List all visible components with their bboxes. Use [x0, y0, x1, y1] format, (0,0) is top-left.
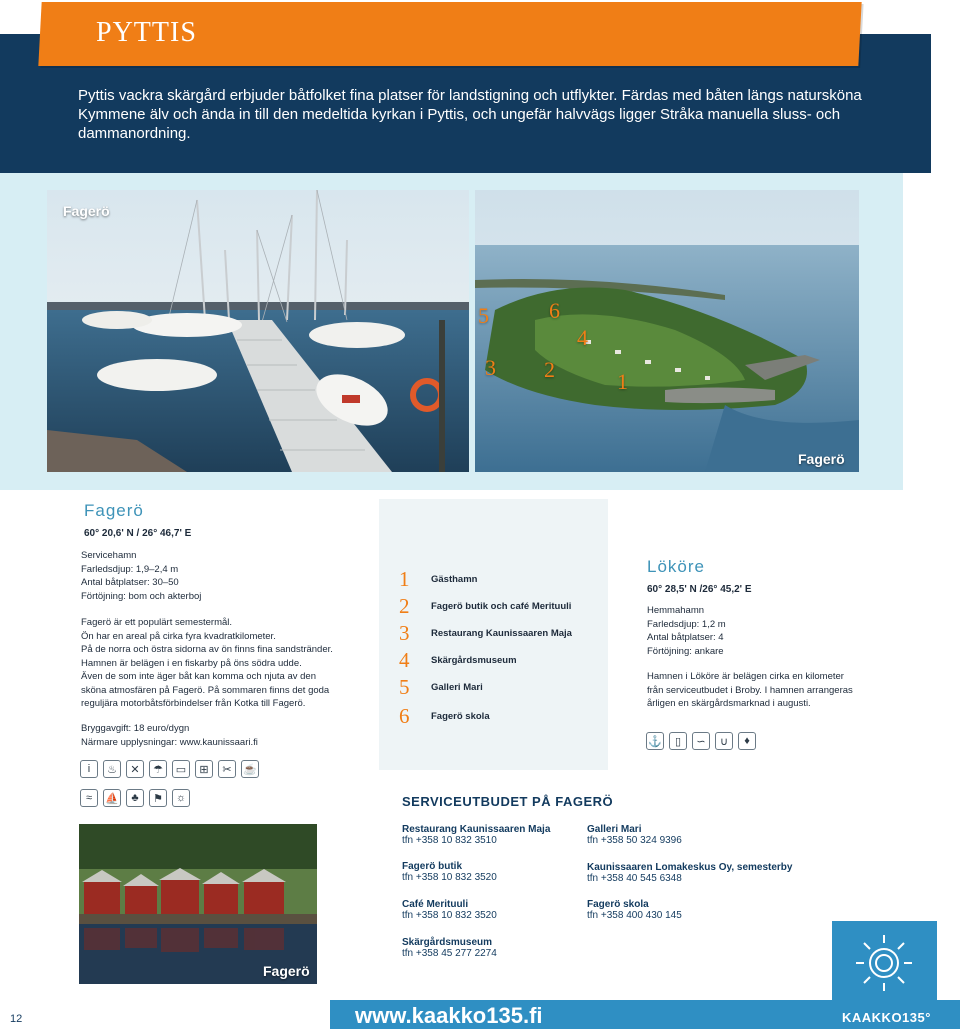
service-entry: [402, 937, 497, 959]
service-entry: [402, 824, 550, 846]
trash-icon: ∪: [715, 732, 733, 750]
footer-left-area: [0, 1000, 330, 1029]
sun-logo-icon: [832, 921, 937, 1011]
description-line: reguljära motorbåtsförbindelser från Kotka till Fagerö.: [81, 698, 306, 709]
info-icon: i: [80, 760, 98, 778]
boathouse-photo-caption: Fagerö: [263, 963, 310, 979]
lokore-coords: 60° 28,5' N /26° 45,2' E: [647, 584, 752, 595]
fire-icon: ♦: [738, 732, 756, 750]
fagero-icons-row2: [80, 789, 190, 807]
spec-line: Förtöjning: ankare: [647, 645, 724, 657]
service-entry: [402, 899, 497, 921]
description-line: Ön har en areal på cirka fyra kvadratkilometer.: [81, 630, 276, 642]
legend-number: 6: [399, 704, 410, 728]
service-entry: [587, 862, 792, 884]
laundry-icon: ▭: [172, 760, 190, 778]
shower-icon: ☂: [149, 760, 167, 778]
aerial-marker-1: 1: [617, 369, 628, 394]
service-phone: tfn +358 40 545 6348: [587, 873, 682, 884]
lokore-specs: [647, 604, 726, 658]
fish-icon: ≈: [80, 789, 98, 807]
legend-item: [399, 648, 517, 673]
legend-label: Skärgårdsmuseum: [431, 655, 517, 666]
legend-number: 4: [399, 648, 410, 672]
spec-line: Farledsdjup: 1,9–2,4 m: [81, 563, 179, 575]
aerial-marker-2: 2: [544, 357, 555, 382]
swimming-icon: ∽: [692, 732, 710, 750]
legend-item: [399, 594, 571, 619]
aerial-marker-4: 4: [577, 325, 588, 350]
aerial-marker-3: 3: [485, 355, 496, 380]
fagero-fees: [81, 722, 258, 749]
aerial-photo-caption: Fagerö: [798, 451, 845, 467]
drinking-water-icon: ▯: [669, 732, 687, 750]
aerial-marker-6: 6: [549, 298, 560, 323]
description-line: På de norra och östra sidorna av ön finns fina sandstränder.: [81, 644, 333, 655]
fagero-icons-row1: [80, 760, 259, 778]
legend-number: 5: [399, 675, 410, 699]
cafe-icon: ☕: [241, 760, 259, 778]
spec-line: Hemmahamn: [647, 605, 705, 616]
fee-line: Närmare upplysningar: www.kaunissaari.fi: [81, 736, 258, 748]
page-title: PYTTIS: [96, 17, 197, 48]
services-title: SERVICEUTBUDET PÅ FAGERÖ: [402, 794, 614, 809]
description-line: sköna atmosfären på Fagerö. På sommaren finns det goda: [81, 684, 330, 696]
aerial-marker-5: 5: [478, 303, 489, 328]
intro-text: Pyttis vackra skärgård erbjuder båtfolket fina platser för landstigning och utflykter. Färdas med båten längs natursköna Kymmene älv och ända in till den medeltida kyrkan i Pyttis, och ungefär halvvägs ligger Stråka manuella sluss- och dammanordning.: [78, 87, 862, 142]
legend-number: 2: [399, 594, 410, 618]
fagero-specs: [81, 549, 201, 603]
service-name: Kaunissaaren Lomakeskus Oy, semesterby: [587, 862, 793, 873]
hiking-icon: ⚑: [149, 789, 167, 807]
fagero-heading: Fagerö: [84, 501, 144, 520]
spec-line: Antal båtplatser: 4: [647, 632, 724, 643]
logo-text: KAAKKO135°: [842, 1010, 931, 1025]
legend-label: Fagerö skola: [431, 711, 490, 722]
lokore-description: [647, 670, 853, 711]
legend-label: Galleri Mari: [431, 682, 483, 693]
service-name: Skärgårdsmuseum: [402, 937, 493, 948]
service-phone: tfn +358 10 832 3520: [402, 872, 497, 883]
service-phone: tfn +358 10 832 3510: [402, 835, 497, 846]
toilet-icon: ✕: [126, 760, 144, 778]
shop-icon: ⊞: [195, 760, 213, 778]
restaurant-icon: ✂: [218, 760, 236, 778]
legend-item: [399, 675, 483, 700]
description-line: Fagerö är ett populärt semestermål.: [81, 617, 233, 628]
legend-item: [399, 621, 572, 646]
service-entry: [587, 899, 682, 921]
spec-line: Servicehamn: [81, 550, 137, 561]
lokore-heading: Lököre: [647, 557, 705, 576]
lokore-icons: [646, 732, 756, 750]
description-line: Hamnen i Lököre är belägen cirka en kilometer: [647, 671, 844, 682]
marina-photo-caption: Fagerö: [63, 203, 110, 219]
marina-photo: [47, 190, 469, 472]
fagero-description: [81, 616, 333, 711]
description-line: från serviceutbudet i Broby. I hamnen arrangeras: [647, 684, 853, 696]
legend-number: 3: [399, 621, 410, 645]
service-phone: tfn +358 400 430 145: [587, 910, 682, 921]
page-number: 12: [10, 1013, 23, 1025]
legend-label: Gästhamn: [431, 574, 478, 585]
service-name: Café Merituuli: [402, 899, 469, 910]
legend-label: Fagerö butik och café Merituuli: [431, 601, 572, 612]
legend-number: 1: [399, 567, 410, 591]
legend-item: [399, 567, 477, 592]
anchor-icon: ⚓: [646, 732, 664, 750]
service-phone: tfn +358 50 324 9396: [587, 835, 682, 846]
spec-line: Farledsdjup: 1,2 m: [647, 618, 726, 630]
description-line: årligen en skärgårdsmarknad i augusti.: [647, 698, 811, 709]
service-phone: tfn +358 10 832 3520: [402, 910, 497, 921]
fagero-coords: 60° 20,6' N / 26° 46,7' E: [84, 528, 192, 539]
aerial-photo: [475, 190, 859, 472]
legend-label: Restaurang Kaunissaaren Maja: [431, 628, 572, 639]
description-line: Även de som inte äger båt kan komma och njuta av den: [81, 671, 316, 682]
boat-icon: ⛵: [103, 789, 121, 807]
service-entry: [402, 861, 497, 883]
spec-line: Antal båtplatser: 30–50: [81, 577, 179, 588]
service-name: Restaurang Kaunissaaren Maja: [402, 824, 551, 835]
service-name: Fagerö butik: [402, 861, 463, 872]
service-phone: tfn +358 45 277 2274: [402, 948, 497, 959]
description-line: Hamnen är belägen i en fiskarby på öns södra udde.: [81, 657, 302, 669]
picnic-icon: ☼: [172, 789, 190, 807]
service-name: Galleri Mari: [587, 824, 642, 835]
spec-line: Förtöjning: bom och akterboj: [81, 590, 202, 602]
fee-line: Bryggavgift: 18 euro/dygn: [81, 723, 190, 734]
service-name: Fagerö skola: [587, 899, 649, 910]
legend-item: [399, 704, 490, 729]
legend-box: [379, 499, 608, 770]
footer-url-link[interactable]: www.kaakko135.fi: [355, 1003, 543, 1028]
campfire-icon: ♣: [126, 789, 144, 807]
boathouse-photo: [79, 824, 317, 984]
service-entry: [587, 824, 682, 846]
sauna-icon: ♨: [103, 760, 121, 778]
